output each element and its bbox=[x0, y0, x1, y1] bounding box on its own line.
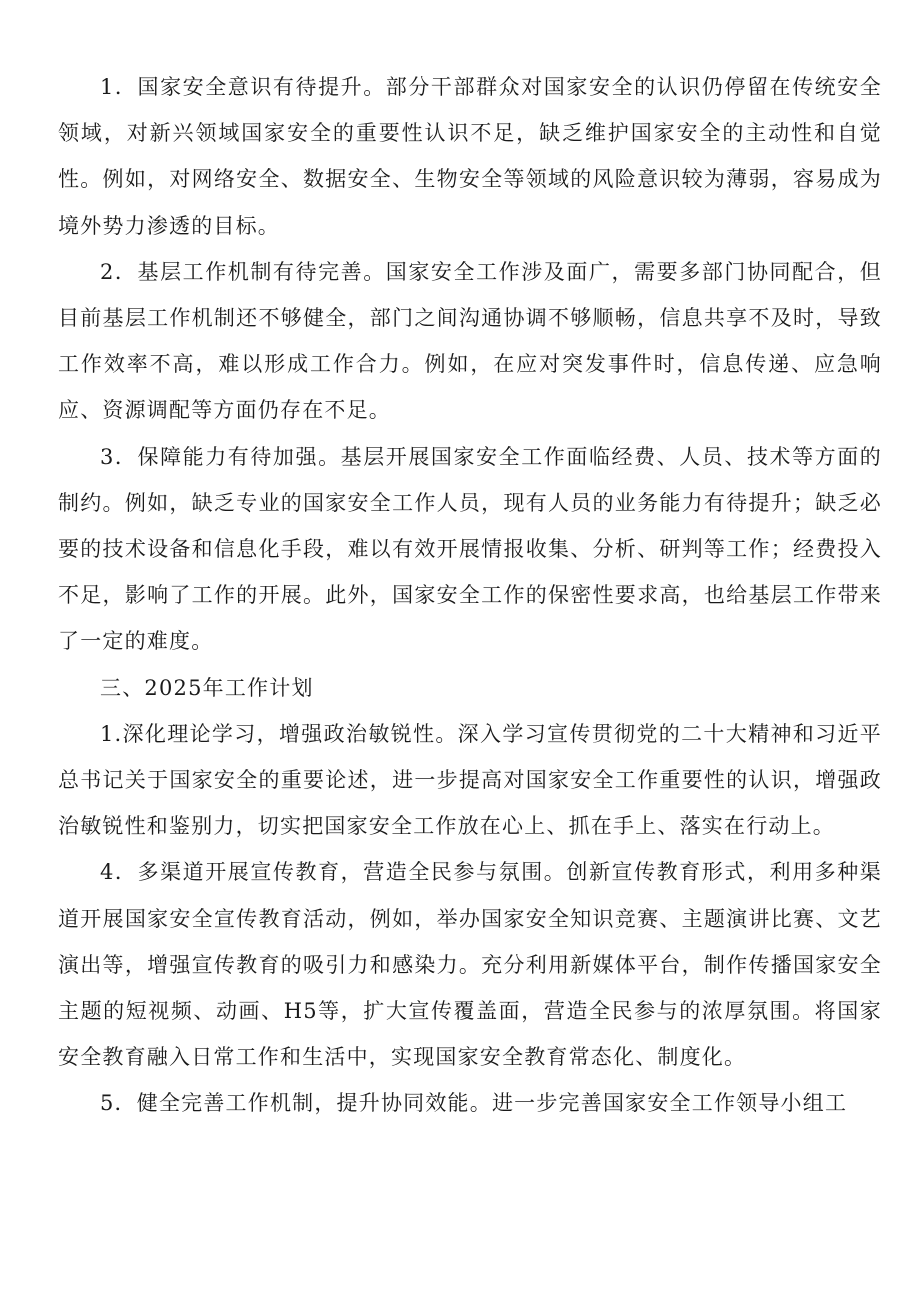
paragraph-theory-study: 1.深化理论学习，增强政治敏锐性。深入学习宣传贯彻党的二十大精神和习近平总书记关于国家安全的重要论述，进一步提高对国家安全工作重要性的认识，增强政治敏锐性和鉴别力，切实把国家安全工作放在心上、抓在手上、落实在行动上。 bbox=[58, 721, 882, 839]
paragraph-work-mechanism: 5．健全完善工作机制，提升协同效能。进一步完善国家安全工作领导小组工 bbox=[100, 1091, 848, 1116]
document-body bbox=[58, 64, 882, 1127]
paragraph-publicity-education: 4．多渠道开展宣传教育，营造全民参与氛围。创新宣传教育形式，利用多种渠道开展国家安全宣传教育活动，例如，举办国家安全知识竞赛、主题演讲比赛、文艺演出等，增强宣传教育的吸引力和感染力。充分利用新媒体平台，制作传播国家安全主题的短视频、动画、H5等，扩大宣传覆盖面，营造全民参与的浓厚氛围。将国家安全教育融入日常工作和生活中，实现国家安全教育常态化、制度化。 bbox=[58, 860, 882, 1070]
paragraph-grassroots-mechanism: 2．基层工作机制有待完善。国家安全工作涉及面广，需要多部门协同配合，但目前基层工作机制还不够健全，部门之间沟通协调不够顺畅，信息共享不及时，导致工作效率不高，难以形成工作合力。例如，在应对突发事件时，信息传递、应急响应、资源调配等方面仍存在不足。 bbox=[58, 259, 882, 423]
paragraph-security-awareness: 1．国家安全意识有待提升。部分干部群众对国家安全的认识仍停留在传统安全领域，对新兴领域国家安全的重要性认识不足，缺乏维护国家安全的主动性和自觉性。例如，对网络安全、数据安全、生物安全等领域的风险意识较为薄弱，容易成为境外势力渗透的目标。 bbox=[58, 75, 882, 238]
section-heading-2025-plan: 三、2025年工作计划 bbox=[100, 675, 314, 700]
paragraph-support-capacity: 3．保障能力有待加强。基层开展国家安全工作面临经费、人员、技术等方面的制约。例如，缺乏专业的国家安全工作人员，现有人员的业务能力有待提升；缺乏必要的技术设备和信息化手段，难以有效开展情报收集、分析、研判等工作；经费投入不足，影响了工作的开展。此外，国家安全工作的保密性要求高，也给基层工作带来了一定的难度。 bbox=[58, 444, 882, 654]
